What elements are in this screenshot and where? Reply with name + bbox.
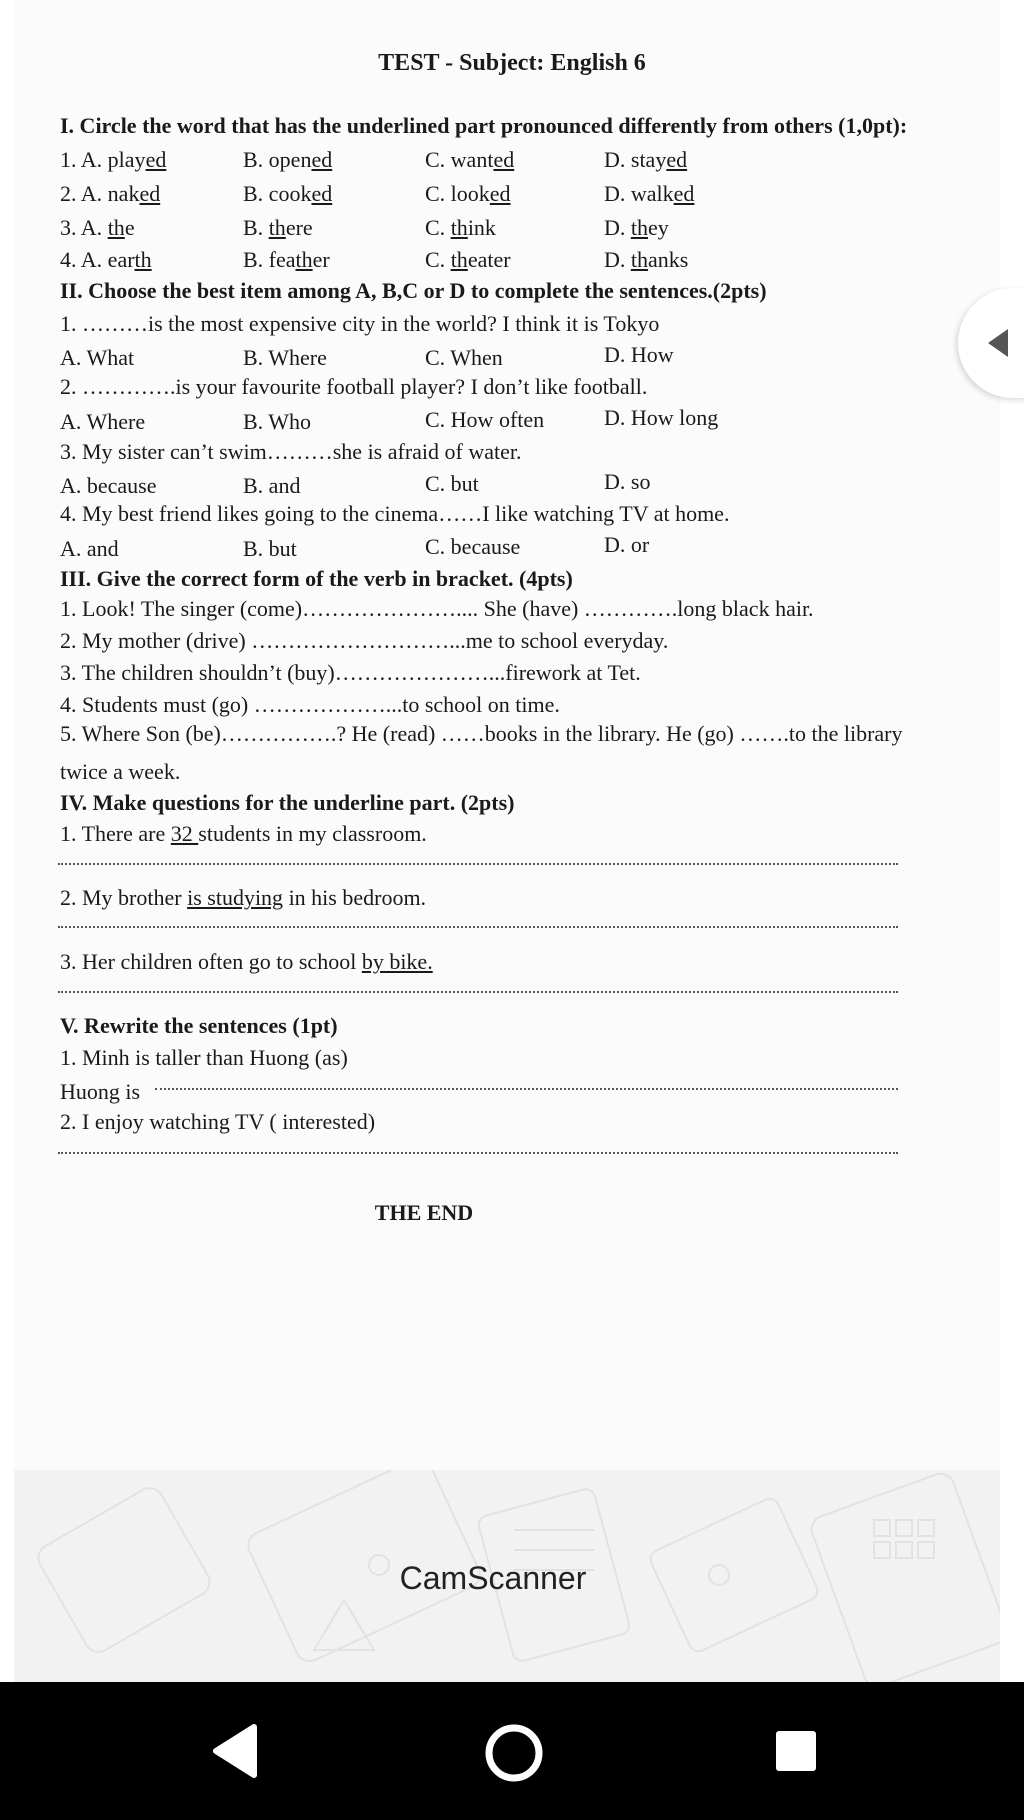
option-d: D. so	[604, 469, 651, 494]
option-c: C. theater	[425, 247, 511, 272]
option-c: C. think	[425, 215, 496, 240]
back-icon	[206, 1721, 266, 1781]
answer-line	[155, 1088, 898, 1090]
option-d: D. thanks	[604, 247, 689, 272]
part4-question-1: 1. There are 32 students in my classroom.	[60, 821, 427, 846]
part5-answer-prefix: Huong is	[60, 1079, 141, 1104]
part3-heading: III. Give the correct form of the verb in bracket. (4pts)	[60, 566, 573, 591]
option-d: D. walked	[604, 181, 695, 206]
system-navigation-bar	[0, 1682, 1024, 1820]
option-b: B. feather	[243, 247, 330, 272]
chevron-left-icon	[988, 329, 1010, 357]
part3-line-2: 2. My mother (drive) ………………………...me to school everyday.	[60, 628, 669, 653]
option-a: A. What	[60, 345, 135, 370]
recents-button[interactable]	[736, 1682, 856, 1820]
option-d: D. or	[604, 532, 650, 557]
option-c: C. wanted	[425, 147, 515, 172]
part3-line-6: twice a week.	[60, 759, 181, 784]
option-a: A. Where	[60, 409, 146, 434]
answer-line	[58, 926, 898, 928]
page-title: TEST - Subject: English 6	[378, 50, 646, 76]
answer-line	[58, 1152, 898, 1154]
option-d: D. How	[604, 342, 674, 367]
option-c: C. When	[425, 345, 503, 370]
home-button[interactable]	[452, 1682, 572, 1820]
option-b: B. Who	[243, 409, 312, 434]
part2-heading: II. Choose the best item among A, B,C or D to complete the sentences.(2pts)	[60, 278, 767, 303]
option-d: D. they	[604, 215, 669, 240]
part4-question-2: 2. My brother is studying in his bedroom.	[60, 885, 427, 910]
scanner-watermark-footer	[14, 1470, 1000, 1682]
option-c: C. because	[425, 534, 521, 559]
recents-icon	[766, 1721, 826, 1781]
option-a: A. and	[60, 536, 119, 561]
answer-line	[58, 991, 898, 993]
option-a: 1. A. played	[60, 147, 167, 172]
part2-question-4: 4. My best friend likes going to the cinema……I like watching TV at home.	[60, 501, 730, 526]
option-a: 3. A. the	[60, 215, 135, 240]
option-b: B. cooked	[243, 181, 333, 206]
part5-heading: V. Rewrite the sentences (1pt)	[60, 1013, 338, 1038]
answer-line	[58, 863, 898, 865]
camscanner-brand: CamScanner	[399, 1560, 587, 1596]
end-text: THE END	[374, 1200, 474, 1225]
option-b: B. there	[243, 215, 313, 240]
option-c: C. looked	[425, 181, 511, 206]
part5-question-1: 1. Minh is taller than Huong (as)	[60, 1045, 348, 1070]
part4-heading: IV. Make questions for the underline part. (2pts)	[60, 790, 515, 815]
option-a: A. because	[60, 473, 157, 498]
part2-question-3: 3. My sister can’t swim………she is afraid of water.	[60, 439, 522, 464]
option-b: B. and	[243, 473, 301, 498]
back-button[interactable]	[176, 1682, 296, 1820]
option-d: D. stayed	[604, 147, 688, 172]
part5-question-2: 2. I enjoy watching TV ( interested)	[60, 1109, 376, 1134]
option-b: B. Where	[243, 345, 327, 370]
part1-heading: I. Circle the word that has the underlined part pronounced differently from others (1,0pt):	[60, 113, 908, 138]
option-a: 2. A. naked	[60, 181, 161, 206]
part3-line-5: 5. Where Son (be)…………….? He (read) ……books in the library. He (go) …….to the library	[60, 721, 903, 746]
option-b: B. but	[243, 536, 297, 561]
part2-question-1: 1. ………is the most expensive city in the world? I think it is Tokyo	[60, 311, 660, 336]
part3-line-3: 3. The children shouldn’t (buy)…………………...firework at Tet.	[60, 660, 641, 685]
option-b: B. opened	[243, 147, 333, 172]
option-c: C. How often	[425, 407, 545, 432]
part4-question-3: 3. Her children often go to school by bike.	[60, 949, 433, 974]
option-d: D. How long	[604, 405, 719, 430]
option-a: 4. A. earth	[60, 247, 152, 272]
part3-line-4: 4. Students must (go) ………………...to school on time.	[60, 692, 560, 717]
part2-question-2: 2. ………….is your favourite football player? I don’t like football.	[60, 374, 648, 399]
part3-line-1: 1. Look! The singer (come)………………….... She (have) ………….long black hair.	[60, 596, 814, 621]
option-c: C. but	[425, 471, 479, 496]
home-icon	[482, 1721, 546, 1785]
